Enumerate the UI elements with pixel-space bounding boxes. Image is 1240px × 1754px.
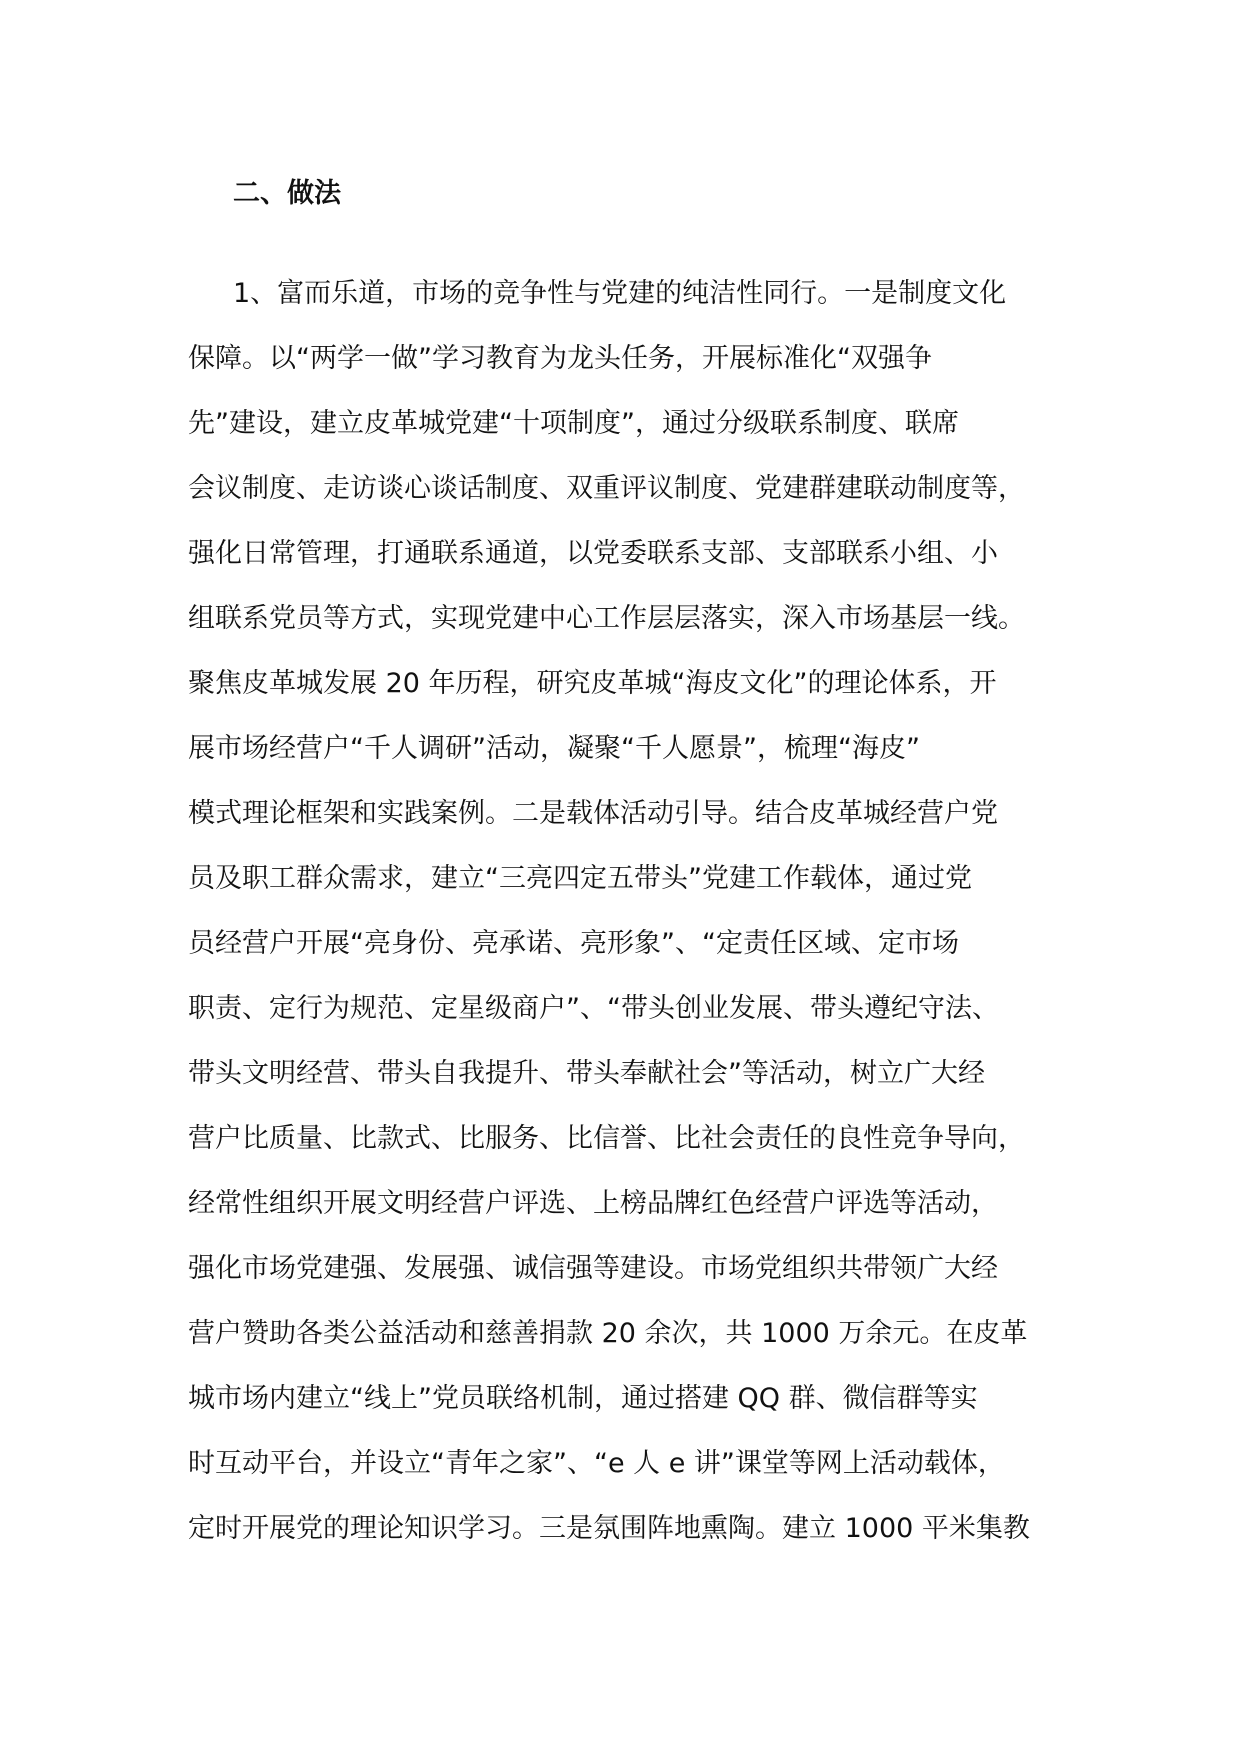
paragraph-line: 先”建设，建立皮革城党建“十项制度”，通过分级联系制度、联席 <box>188 408 959 439</box>
paragraph-line: 带头文明经营、带头自我提升、带头奉献社会”等活动，树立广大经 <box>188 1058 985 1089</box>
paragraph-line: 1、富而乐道，市场的竞争性与党建的纯洁性同行。一是制度文化 <box>233 278 1007 309</box>
paragraph-line: 会议制度、走访谈心谈话制度、双重评议制度、党建群建联动制度等， <box>188 473 1025 504</box>
paragraph-line: 模式理论框架和实践案例。二是载体活动引导。结合皮革城经营户党 <box>188 798 998 829</box>
paragraph-line: 时互动平台，并设立“青年之家”、“e 人 e 讲”课堂等网上活动载体， <box>188 1448 1005 1479</box>
paragraph-line: 展市场经营户“千人调研”活动，凝聚“千人愿景”，梳理“海皮” <box>188 733 920 764</box>
paragraph-line: 营户比质量、比款式、比服务、比信誉、比社会责任的良性竞争导向， <box>188 1123 1025 1154</box>
paragraph-line: 员经营户开展“亮身份、亮承诺、亮形象”、“定责任区域、定市场 <box>188 928 959 959</box>
paragraph <box>188 274 1088 1574</box>
paragraph-line: 员及职工群众需求，建立“三亮四定五带头”党建工作载体，通过党 <box>188 863 972 894</box>
section-heading: 二、做法 <box>233 178 341 209</box>
paragraph-line: 强化市场党建强、发展强、诚信强等建设。市场党组织共带领广大经 <box>188 1253 998 1284</box>
paragraph-line: 保障。以“两学一做”学习教育为龙头任务，开展标准化“双强争 <box>188 343 932 374</box>
paragraph-line: 营户赞助各类公益活动和慈善捐款 20 余次，共 1000 万余元。在皮革 <box>188 1318 1028 1349</box>
paragraph-line: 定时开展党的理论知识学习。三是氛围阵地熏陶。建立 1000 平米集教 <box>188 1513 1030 1544</box>
paragraph-line: 组联系党员等方式，实现党建中心工作层层落实，深入市场基层一线。 <box>188 603 1025 634</box>
paragraph-line: 经常性组织开展文明经营户评选、上榜品牌红色经营户评选等活动， <box>188 1188 998 1219</box>
paragraph-line: 强化日常管理，打通联系通道，以党委联系支部、支部联系小组、小 <box>188 538 998 569</box>
paragraph-line: 城市场内建立“线上”党员联络机制，通过搭建 QQ 群、微信群等实 <box>188 1383 978 1414</box>
paragraph-line: 职责、定行为规范、定星级商户”、“带头创业发展、带头遵纪守法、 <box>188 993 999 1024</box>
paragraph-line: 聚焦皮革城发展 20 年历程，研究皮革城“海皮文化”的理论体系，开 <box>188 668 997 699</box>
